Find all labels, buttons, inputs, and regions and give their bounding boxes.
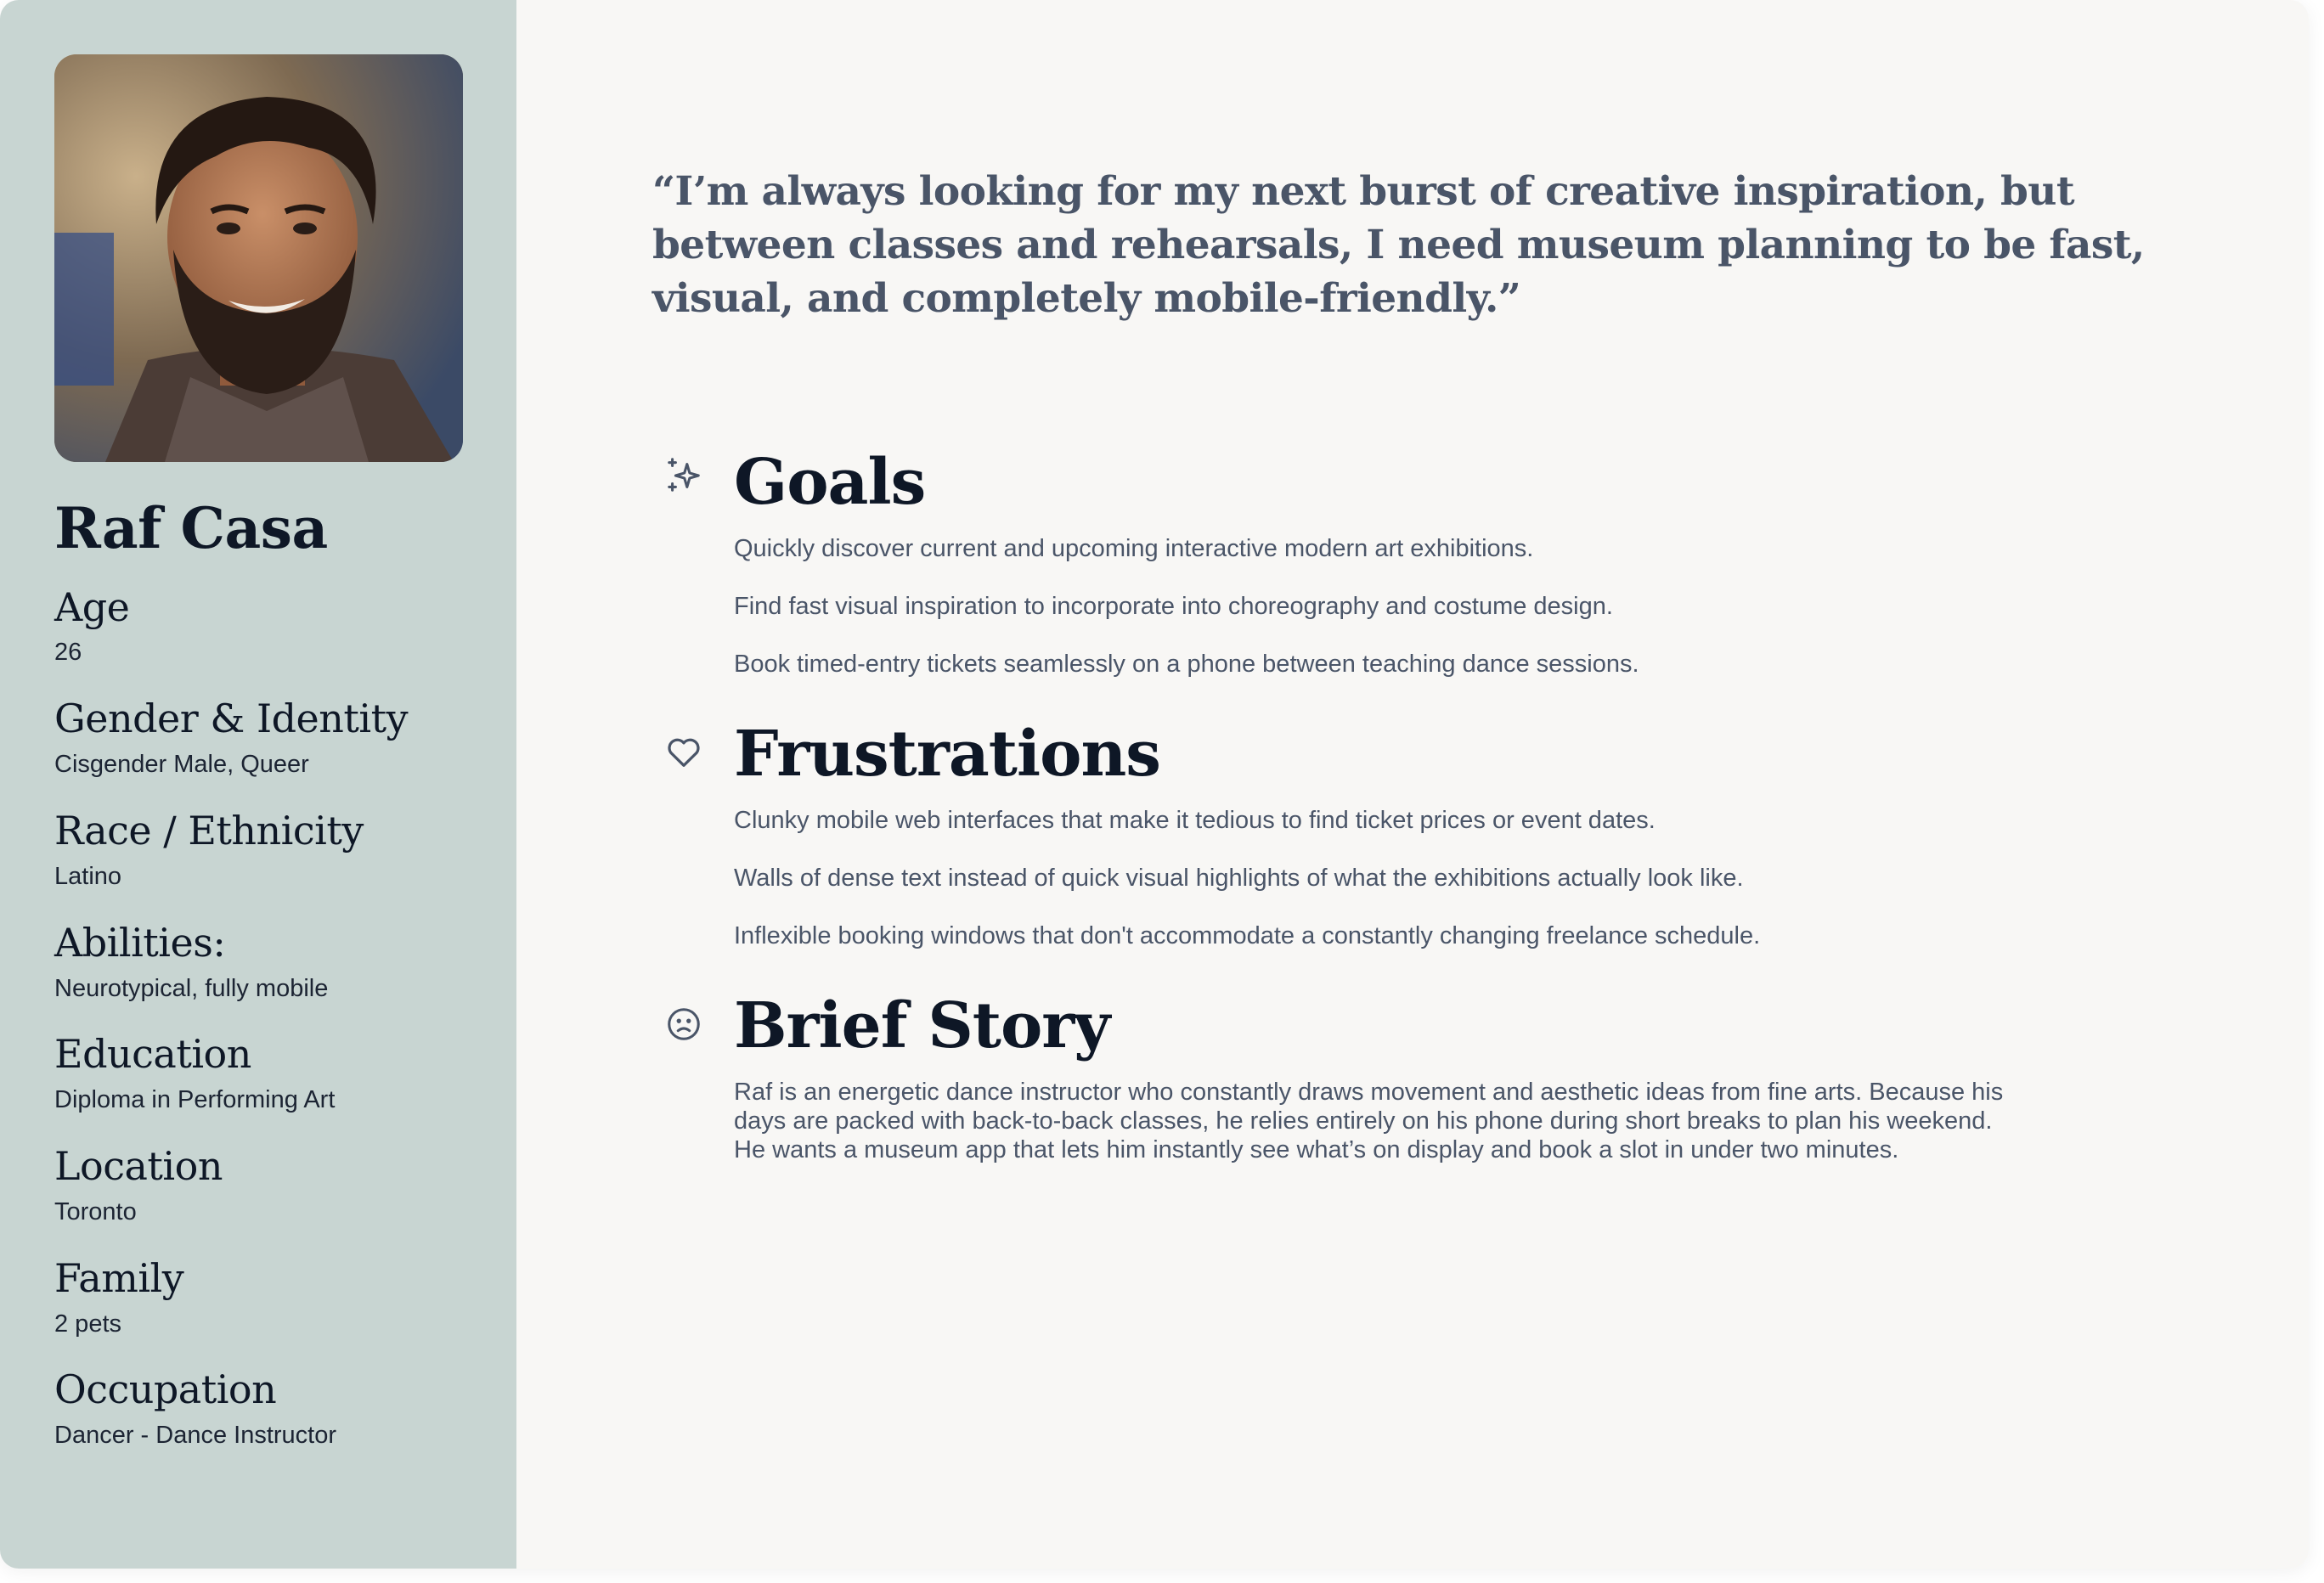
attr-label: Race / Ethnicity — [54, 807, 364, 853]
frustrations-section — [652, 718, 2156, 950]
goal-item: Quickly discover current and upcoming interactive modern art exhibitions. — [734, 535, 1534, 562]
attr-age — [54, 585, 462, 668]
frustration-item: Inflexible booking windows that don't accommodate a constantly changing freelance schedule. — [734, 922, 1761, 949]
attr-value: 26 — [54, 639, 82, 667]
story-title: Brief Story — [734, 989, 1110, 1062]
frown-icon — [664, 1005, 703, 1044]
attr-value: Latino — [54, 862, 122, 890]
attr-label: Education — [54, 1031, 251, 1078]
frustrations-title: Frustrations — [734, 718, 1160, 791]
attr-label: Abilities: — [54, 919, 226, 966]
frustration-item: Clunky mobile web interfaces that make it tedious to find ticket prices or event dates. — [734, 807, 1656, 834]
persona-photo — [54, 54, 463, 462]
attr-abilities — [54, 921, 462, 1004]
attr-label: Location — [54, 1143, 223, 1190]
frustration-item: Walls of dense text instead of quick visual highlights of what the exhibitions actually look like. — [734, 865, 1744, 892]
goals-title: Goals — [734, 446, 926, 519]
attr-label: Occupation — [54, 1366, 277, 1413]
goal-item: Book timed-entry tickets seamlessly on a phone between teaching dance sessions. — [734, 651, 1639, 678]
persona-name: Raf Casa — [54, 495, 328, 561]
attr-race-ethnicity — [54, 808, 462, 892]
portrait-illustration — [54, 54, 463, 462]
attr-occupation — [54, 1367, 462, 1451]
attr-value: 2 pets — [54, 1310, 121, 1338]
goals-section — [652, 446, 2156, 679]
attr-label: Family — [54, 1254, 184, 1301]
attr-label: Age — [54, 583, 130, 630]
story-text: Raf is an energetic dance instructor who constantly draws movement and aesthetic ideas from fine arts. Because his days are packed with back-to-back classes, he relies entirely on his phone during short breaks to plan his weekend. He wants a museum app that lets him instantly see what’s on display and book a slot in under two minutes. — [734, 1079, 2004, 1163]
attr-family — [54, 1256, 462, 1339]
attr-gender-identity — [54, 696, 462, 780]
attr-value: Neurotypical, fully mobile — [54, 974, 329, 1002]
goal-item: Find fast visual inspiration to incorporate into choreography and costume design. — [734, 593, 1613, 620]
persona-quote: “I’m always looking for my next burst of creative inspiration, but between classes and rehearsals, I need museum planning to be fast, visual, and completely mobile-friendly.” — [652, 168, 2145, 322]
attr-value: Diploma in Performing Art — [54, 1086, 336, 1114]
attr-location — [54, 1144, 462, 1227]
attr-value: Cisgender Male, Queer — [54, 751, 309, 779]
attr-value: Toronto — [54, 1197, 137, 1225]
attr-label: Gender & Identity — [54, 696, 409, 742]
attr-value: Dancer - Dance Instructor — [54, 1422, 337, 1450]
sparkles-icon — [664, 456, 703, 495]
persona-sidebar — [0, 0, 516, 1569]
attr-education — [54, 1032, 462, 1115]
heart-icon — [664, 733, 703, 772]
story-section — [652, 989, 2156, 1164]
persona-main — [516, 0, 2309, 1569]
